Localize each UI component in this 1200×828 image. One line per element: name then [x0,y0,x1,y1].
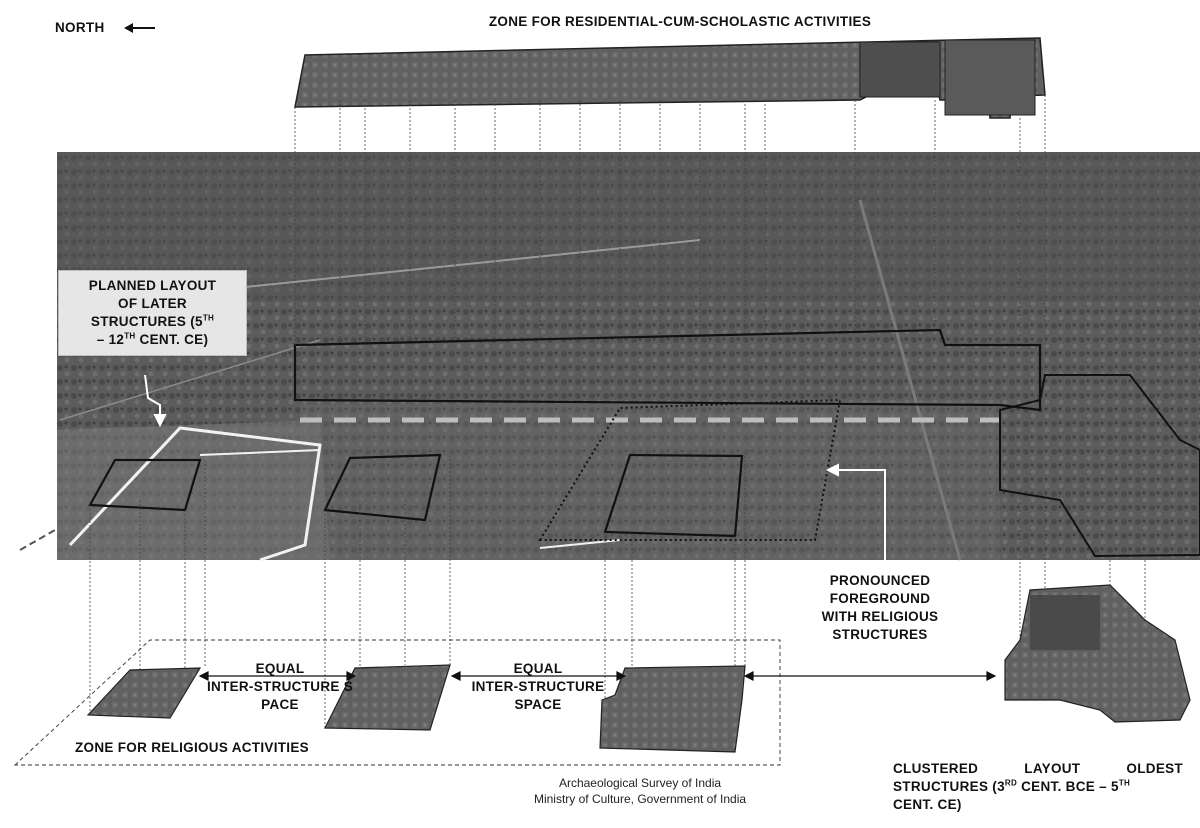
planned-layout-sup-1: TH [202,313,215,323]
equal-space-label-2 [458,660,618,714]
equal1-line-1: EQUAL [255,661,305,676]
pronounced-foreground-label [810,572,950,644]
equal1-line-2: INTER-STRUCTURE S [206,679,354,694]
equal2-line-1: EQUAL [513,661,563,676]
zone-religious-label: ZONE FOR RELIGIOUS ACTIVITIES [75,740,309,755]
planned-layout-text-3: STRUCTURES (5 [90,314,203,329]
pronounced-line-4: STRUCTURES [832,627,928,642]
zone-residential-label: ZONE FOR RESIDENTIAL-CUM-SCHOLASTIC ACTIVITIES [488,14,872,29]
north-arrow [124,23,155,33]
clustered-text-2b: CENT. BCE – 5 [1017,779,1119,794]
clustered-sup-2: TH [1118,778,1131,788]
clustered-text-2: STRUCTURES (3 [893,779,1005,794]
equal1-line-3: PACE [261,697,299,712]
equal2-line-2: INTER-STRUCTURE [471,679,605,694]
planned-layout-sup-2: TH [124,331,136,341]
clustered-sup-1: RD [1004,778,1018,788]
residential-strip [295,38,1045,118]
clustered-structures [1005,585,1190,722]
planned-layout-line-1: PLANNED LAYOUT [88,278,217,293]
pronounced-line-3: WITH RELIGIOUS [821,609,939,624]
clustered-line-2 [893,778,1188,796]
planned-layout-line-4 [65,331,240,349]
pronounced-line-1: PRONOUNCED [829,573,931,588]
aerial-photo [57,152,1200,560]
clustered-line-3: CENT. CE) [893,797,962,812]
equal2-line-3: SPACE [514,697,562,712]
credit-line-1: Archaeological Survey of India [558,776,722,790]
pronounced-line-2: FOREGROUND [829,591,931,606]
clustered-word-3: OLDEST [1126,761,1183,776]
planned-layout-text-4: – 12 [96,332,125,347]
planned-layout-line-2: OF LATER [118,296,187,311]
clustered-line-1 [893,760,1183,778]
clustered-word-2: LAYOUT [1024,761,1081,776]
clustered-word-1: CLUSTERED [893,761,979,776]
credit-block [505,775,775,807]
planned-layout-label [58,270,247,356]
clustered-layout-label [893,760,1188,814]
equal-space-label-1 [205,660,355,714]
religious-structures [88,665,745,752]
planned-layout-text-5: CENT. CE) [135,332,209,347]
credit-line-2: Ministry of Culture, Government of India [533,792,747,806]
north-label: NORTH [55,20,105,35]
planned-layout-line-3 [65,313,240,331]
